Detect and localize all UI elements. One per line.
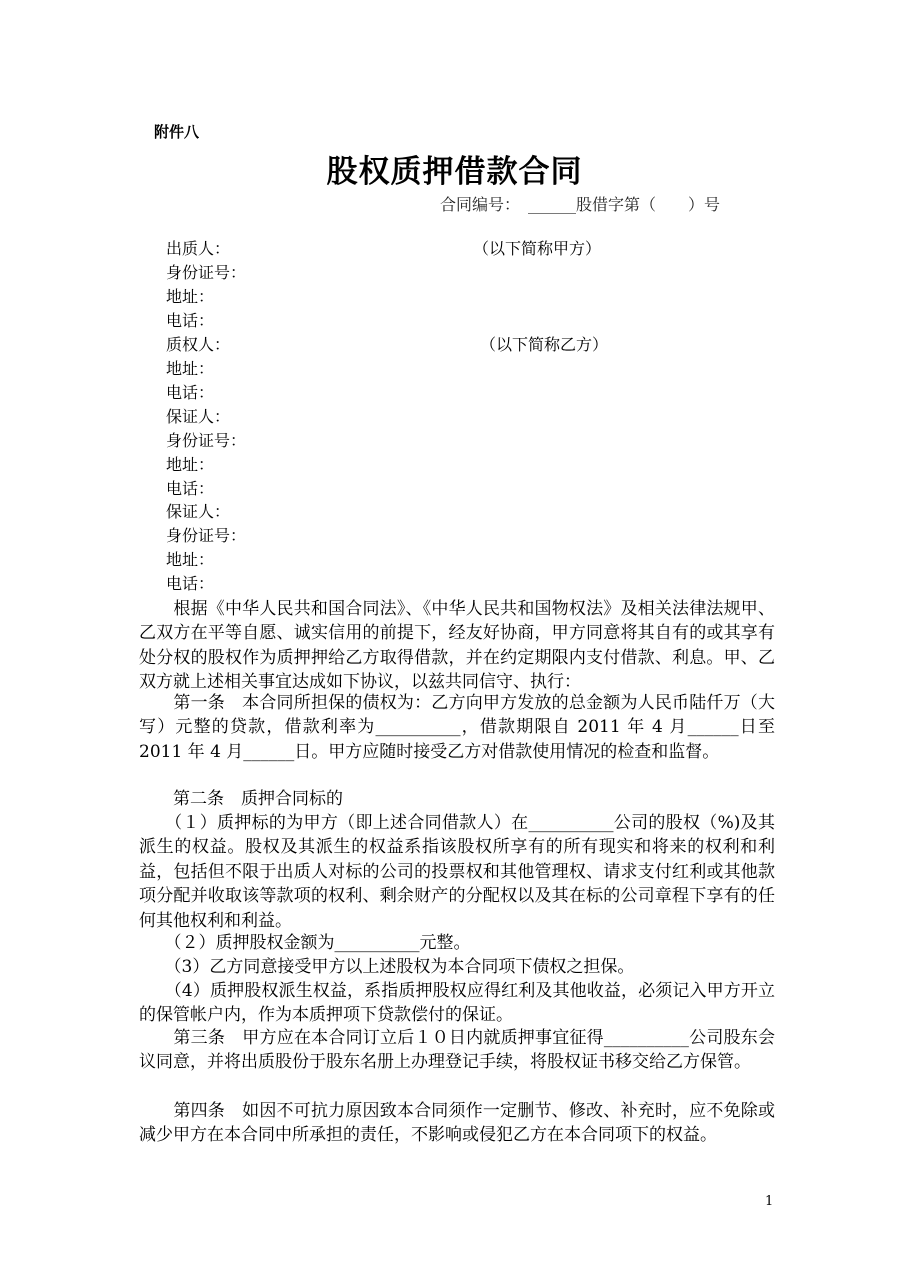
article-1: 第一条 本合同所担保的债权为：乙方向甲方发放的总金额为人民币陆仟万（大写）元整的贷款，借款利率为__________，借款期限自 2011 年 4 月______日至 2011 年 4 月______日。甲方应随时接受乙方对借款使用情况的检查和监督。: [139, 693, 775, 762]
article-2-item-3: （3）乙方同意接受甲方以上述股权为本合同项下债权之担保。: [139, 957, 635, 977]
article-2-item-1: （１）质押标的为甲方（即上述合同借款人）在__________公司的股权（%)及其派生的权益。股权及其派生的权益系指该股权所享有的所有现实和将来的权利和利益，包括但不限于出质人对标的公司的投票权和其他管理权、请求支付红利或其他款项分配并收取该等款项的权利、剩余财产的分配权以及其在标的公司章程下享有的任何其他权利和利益。: [139, 813, 775, 931]
guarantor2-label: 保证人：: [166, 502, 231, 521]
pledgor-address-label: 地址：: [166, 287, 215, 306]
pledgee-phone-label: 电话：: [166, 383, 215, 402]
page-number: 1: [765, 1194, 774, 1209]
article-4: 第四条 如因不可抗力原因致本合同须作一定删节、修改、补充时，应不免除或减少甲方在本合同中所承担的责任，不影响或侵犯乙方在本合同项下的权益。: [139, 1101, 775, 1146]
pledgor-id-label: 身份证号：: [166, 263, 247, 282]
guarantor2-id-label: 身份证号：: [166, 526, 247, 545]
article-2-item-4: （4）质押股权派生权益，系指质押股权应得红利及其他收益，必须记入甲方开立的保管帐户内，作为本质押项下贷款偿付的保证。: [139, 981, 775, 1026]
pledgee-address-label: 地址：: [166, 359, 215, 378]
pledgee-label: 质权人：: [166, 335, 231, 354]
guarantor1-address-label: 地址：: [166, 455, 215, 474]
contract-number: 合同编号： ______股借字第（ ）号: [440, 195, 721, 214]
article-2-title: 第二条 质押合同标的: [139, 789, 343, 809]
attachment-label: 附件八: [154, 123, 200, 141]
pledgee-note: （以下简称乙方）: [480, 335, 609, 354]
guarantor1-id-label: 身份证号：: [166, 431, 247, 450]
guarantor1-phone-label: 电话：: [166, 479, 215, 498]
article-2-item-2: （２）质押股权金额为__________元整。: [139, 933, 471, 953]
pledgor-note: （以下简称甲方）: [473, 239, 602, 258]
pledgor-label: 出质人：: [166, 239, 231, 258]
preamble-paragraph: 根据《中华人民共和国合同法》、《中华人民共和国物权法》及相关法律法规甲、乙双方在平等自愿、诚实信用的前提下，经友好协商，甲方同意将其自有的或其享有处分权的股权作为质押押给乙方取得借款，并在约定期限内支付借款、利息。甲、乙双方就上述相关事宜达成如下协议，以兹共同信守、执行：: [139, 599, 775, 693]
guarantor2-address-label: 地址：: [166, 550, 215, 569]
guarantor2-phone-label: 电话：: [166, 574, 215, 593]
pledgor-phone-label: 电话：: [166, 311, 215, 330]
guarantor1-label: 保证人：: [166, 407, 231, 426]
page-title: 股权质押借款合同: [326, 154, 583, 190]
article-3: 第三条 甲方应在本合同订立后１０日内就质押事宜征得__________公司股东会议同意，并将出质股份于股东名册上办理登记手续，将股权证书移交给乙方保管。: [139, 1028, 775, 1073]
